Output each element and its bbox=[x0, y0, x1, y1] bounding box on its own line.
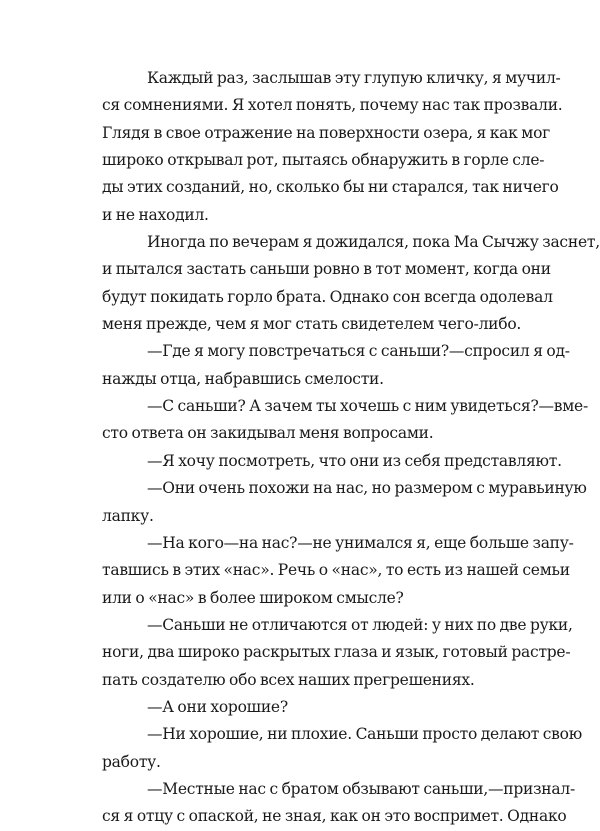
text-line: широко открывал рот, пытаясь обнаружить в горле сле- bbox=[102, 151, 545, 170]
text-line: пать создателю обо всех наших прегрешениях. bbox=[102, 670, 475, 689]
paragraph-5 bbox=[102, 448, 562, 475]
text-line: Глядя в свое отражение на поверхности озера, я как мог bbox=[102, 123, 551, 142]
paragraph-1 bbox=[102, 65, 563, 229]
paragraph-4 bbox=[102, 393, 588, 448]
paragraph-10 bbox=[102, 721, 582, 776]
paragraph-8 bbox=[102, 612, 573, 694]
text-line: —Они очень похожи на нас, но размером с муравьиную bbox=[147, 479, 587, 498]
paragraph-6 bbox=[102, 475, 587, 530]
page-text bbox=[102, 65, 600, 831]
text-line: —А они хорошие? bbox=[147, 697, 288, 716]
paragraph-2 bbox=[102, 229, 600, 338]
paragraph-11 bbox=[102, 776, 575, 831]
text-line: —Саньши не отличаются от людей: у них по две руки, bbox=[147, 615, 573, 634]
text-line: ся я отцу с опаской, не зная, как он это воспримет. Однако bbox=[102, 807, 567, 826]
text-line: —Местные нас с братом обзывают саньши,—признал- bbox=[147, 779, 575, 798]
paragraph-3 bbox=[102, 338, 570, 393]
text-line: лапку. bbox=[102, 506, 154, 525]
text-line: —На кого—на нас?—не унимался я, еще больше запу- bbox=[147, 533, 574, 552]
text-line: сто ответа он закидывал меня вопросами. bbox=[102, 424, 434, 443]
text-line: Иногда по вечерам я дожидался, пока Ма Сычжу заснет, bbox=[147, 233, 600, 252]
text-line: —Ни хорошие, ни плохие. Саньши просто делают свою bbox=[147, 725, 582, 744]
text-line: меня прежде, чем я мог стать свидетелем чего-либо. bbox=[102, 315, 522, 334]
paragraph-9 bbox=[102, 694, 514, 721]
text-line: и не находил. bbox=[102, 205, 209, 224]
text-line: работу. bbox=[102, 752, 161, 771]
text-line: нажды отца, набравшись смелости. bbox=[102, 369, 384, 388]
text-line: ды этих созданий, но, сколько бы ни старался, так ничего bbox=[102, 178, 559, 197]
text-line: тавшись в этих «нас». Речь о «нас», то есть из нашей семьи bbox=[102, 561, 570, 580]
text-line: —С саньши? А зачем ты хочешь с ним увидеться?—вме- bbox=[147, 397, 588, 416]
text-line: —Где я могу повстречаться с саньши?—спросил я од- bbox=[147, 342, 570, 361]
text-line: и пытался застать саньши ровно в тот момент, когда они bbox=[102, 260, 551, 279]
text-line: ся сомнениями. Я хотел понять, почему нас так прозвали. bbox=[102, 96, 563, 115]
text-line: —Я хочу посмотреть, что они из себя представляют. bbox=[147, 451, 562, 470]
text-line: или о «нас» в более широком смысле? bbox=[102, 588, 404, 607]
text-line: ноги, два широко раскрытых глаза и язык, готовый растре- bbox=[102, 643, 571, 662]
text-line: Каждый раз, заслышав эту глупую кличку, я мучил- bbox=[147, 69, 561, 87]
paragraph-7 bbox=[102, 530, 574, 612]
text-line: будут покидать горло брата. Однако сон всегда одолевал bbox=[102, 287, 553, 306]
